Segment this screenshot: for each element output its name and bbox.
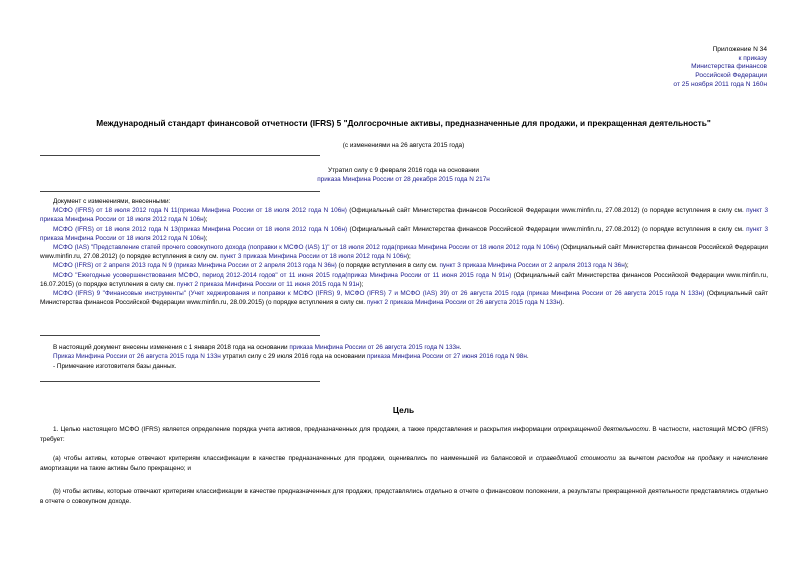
change-clause-link[interactable]: пункт 3 приказа Минфина России от 18 июля 2012 года N 106н — [40, 225, 768, 242]
change-order-link[interactable]: (приказ Минфина России от 18 июля 2012 года N 106н) — [177, 225, 348, 233]
term-costs-to-sell[interactable]: расходов на продажу — [657, 455, 724, 462]
note-changes-2018 — [40, 343, 768, 352]
change-link[interactable]: МСФО (IFRS) 9 "Финансовые инструменты" (Учет хеджирования и поправки к МСФО (IFRS) 9, МСФО (IFRS) 7 и МСФО (IAS) 39) от 26 августа 2015 года — [53, 290, 525, 298]
note-db-remark: - Примечание изготовителя базы данных. — [53, 362, 177, 370]
note-order-repealed — [40, 352, 768, 361]
note-text: В настоящий документ внесены изменения с 1 января 2018 года на основании — [53, 344, 290, 351]
change-link[interactable]: МСФО "Ежегодные усовершенствования МСФО, период 2012-2014 годов" от 11 июня 2015 года — [53, 271, 346, 279]
change-link[interactable]: МСФО (IFRS) от 18 июля 2012 года N 13 — [53, 225, 178, 233]
change-end: ). — [560, 299, 564, 307]
annex-date-line[interactable]: от 25 ноября 2011 года N 160н — [673, 80, 767, 88]
note-order-link[interactable]: приказа Минфина России от 26 августа 2015 года N 133н — [289, 344, 460, 351]
divider-notes-bottom — [40, 381, 320, 382]
para-text: 1. Целью настоящего МСФО (IFRS) является определение порядка учета активов, предназначенных для продажи, а также представления и раскрытия информации о — [53, 426, 558, 433]
annex-number: Приложение N 34 — [712, 46, 767, 53]
annex-country-line[interactable]: Российской Федерации — [695, 72, 767, 80]
change-end: ); — [203, 216, 208, 224]
section-heading: Цель — [392, 405, 415, 415]
note-basis-link[interactable]: приказа Минфина России от 27 июня 2016 года N 98н — [366, 353, 527, 361]
change-entry — [40, 243, 768, 261]
divider-notes-top — [40, 335, 320, 336]
changes-list — [40, 197, 768, 307]
change-clause-link[interactable]: пункт 2 приказа Минфина России от 26 августа 2015 года N 133н — [366, 299, 561, 307]
change-end: ); — [359, 280, 364, 288]
change-entry — [40, 261, 768, 270]
change-order-link[interactable]: (приказ Минфина России от 11 июня 2015 года N 91н) — [345, 271, 512, 279]
change-entry — [40, 289, 768, 307]
changes-header: Документ с изменениями, внесенными: — [53, 198, 171, 205]
change-entry — [40, 206, 768, 224]
change-order-link[interactable]: (приказ Минфина России от 18 июля 2012 года N 106н) — [177, 207, 347, 215]
paragraph-b: (b) чтобы активы, которые отвечают критериям классификации в качестве предназначенных для продажи, представлялись отдельно в отчете о финансовом положении, а результаты прекращенной деятельности представлялись отдельно в отчете о совокупном доходе. — [40, 488, 768, 505]
para-text: за вычетом — [616, 455, 658, 462]
term-discontinued-operations[interactable]: прекращенной деятельности — [557, 426, 649, 433]
lost-force-link[interactable]: приказа Минфина России от 28 декабря 2015 года N 217н — [317, 176, 490, 183]
change-entry — [40, 225, 768, 243]
divider-top — [40, 155, 320, 156]
change-order-link[interactable]: (приказ Минфина России от 18 июля 2012 года N 106н) — [394, 244, 559, 252]
note-repealed-order-link[interactable]: Приказ Минфина России от 26 августа 2015 года N 133н — [53, 353, 221, 361]
editor-notes — [40, 343, 768, 371]
annex-ministry-line[interactable]: Министерства финансов — [691, 63, 767, 71]
term-fair-value[interactable]: справедливой стоимости — [535, 455, 617, 462]
change-clause-link[interactable]: пункт 3 приказа Минфина России от 2 апреля 2013 года N 36н — [439, 262, 625, 270]
change-text: (Официальный сайт Министерства финансов Российской Федерации www.minfin.ru, 28.09.2015) (о порядке вступления в силу см. — [40, 290, 769, 307]
lost-force-block — [0, 166, 807, 184]
change-link[interactable]: МСФО (IAS) "Представление статей прочего совокупного дохода (поправки к МСФО (IAS) 1)" от 18 июля 2012 года — [53, 244, 395, 252]
paragraph-1 — [40, 425, 768, 444]
annex-order-link[interactable] — [567, 55, 767, 90]
change-link[interactable]: МСФО (IFRS) от 2 апреля 2013 года N 9 — [53, 262, 173, 270]
change-end: ); — [624, 262, 629, 270]
change-text: (о порядке вступления в силу см. — [336, 262, 440, 270]
document-subtitle: (с изменениями на 26 августа 2015 года) — [342, 142, 465, 149]
document-title: Международный стандарт финансовой отчетности (IFRS) 5 "Долгосрочные активы, предназначенные для продажи, и прекращенная деятельность" — [96, 118, 711, 128]
note-end: . — [526, 353, 529, 361]
para-text: (a) чтобы активы, которые отвечают критериям классификации в качестве предназначенных для продажи, оценивались по наименьшей из балансовой и — [53, 455, 536, 462]
change-text: (Официальный сайт Министерства финансов Российской Федерации www.minfin.ru, 27.08.2012) (о порядке вступления в силу см. — [347, 225, 747, 233]
change-link[interactable]: МСФО (IFRS) от 18 июля 2012 года N 11 — [53, 207, 178, 215]
change-text: (Официальный сайт Министерства финансов Российской Федерации www.minfin.ru, 16.07.2015) (о порядке вступления в силу см. — [40, 271, 768, 288]
change-order-link[interactable]: (приказ Минфина России от 26 августа 2015 года N 133н) — [524, 290, 705, 298]
change-entry — [40, 271, 768, 289]
paragraph-a — [40, 454, 768, 473]
para-text: . В частности, настоящий МСФО (IFRS) требует: — [40, 426, 768, 443]
change-order-link[interactable]: (приказ Минфина России от 2 апреля 2013 года N 36н) — [172, 262, 337, 270]
change-clause-link[interactable]: пункт 3 приказа Минфина России от 18 июля 2012 года N 106н — [220, 253, 407, 261]
change-text: (Официальный сайт Министерства финансов Российской Федерации www.minfin.ru, 27.08.2012) (о порядке вступления в силу см. — [40, 244, 768, 261]
change-clause-link[interactable]: пункт 3 приказа Минфина России от 18 июля 2012 года N 106н — [40, 207, 768, 224]
change-end: ); — [406, 253, 411, 261]
para-text: и начисление амортизации на такие активы было прекращено; и — [40, 455, 768, 472]
annex-order-line[interactable]: к приказу — [738, 54, 767, 62]
divider-changes — [40, 191, 320, 192]
note-end: . — [459, 344, 462, 351]
annex-block — [567, 46, 767, 90]
change-clause-link[interactable]: пункт 2 приказа Минфина России от 11 июня 2015 года N 91н — [176, 280, 360, 288]
lost-force-text: Утратил силу с 9 февраля 2016 года на основании — [328, 167, 479, 174]
note-text: утратил силу с 29 июля 2016 года на основании — [220, 353, 367, 361]
change-end: ); — [203, 234, 208, 242]
change-text: (Официальный сайт Министерства финансов Российской Федерации www.minfin.ru, 27.08.2012) (о порядке вступления в силу см. — [346, 207, 747, 215]
